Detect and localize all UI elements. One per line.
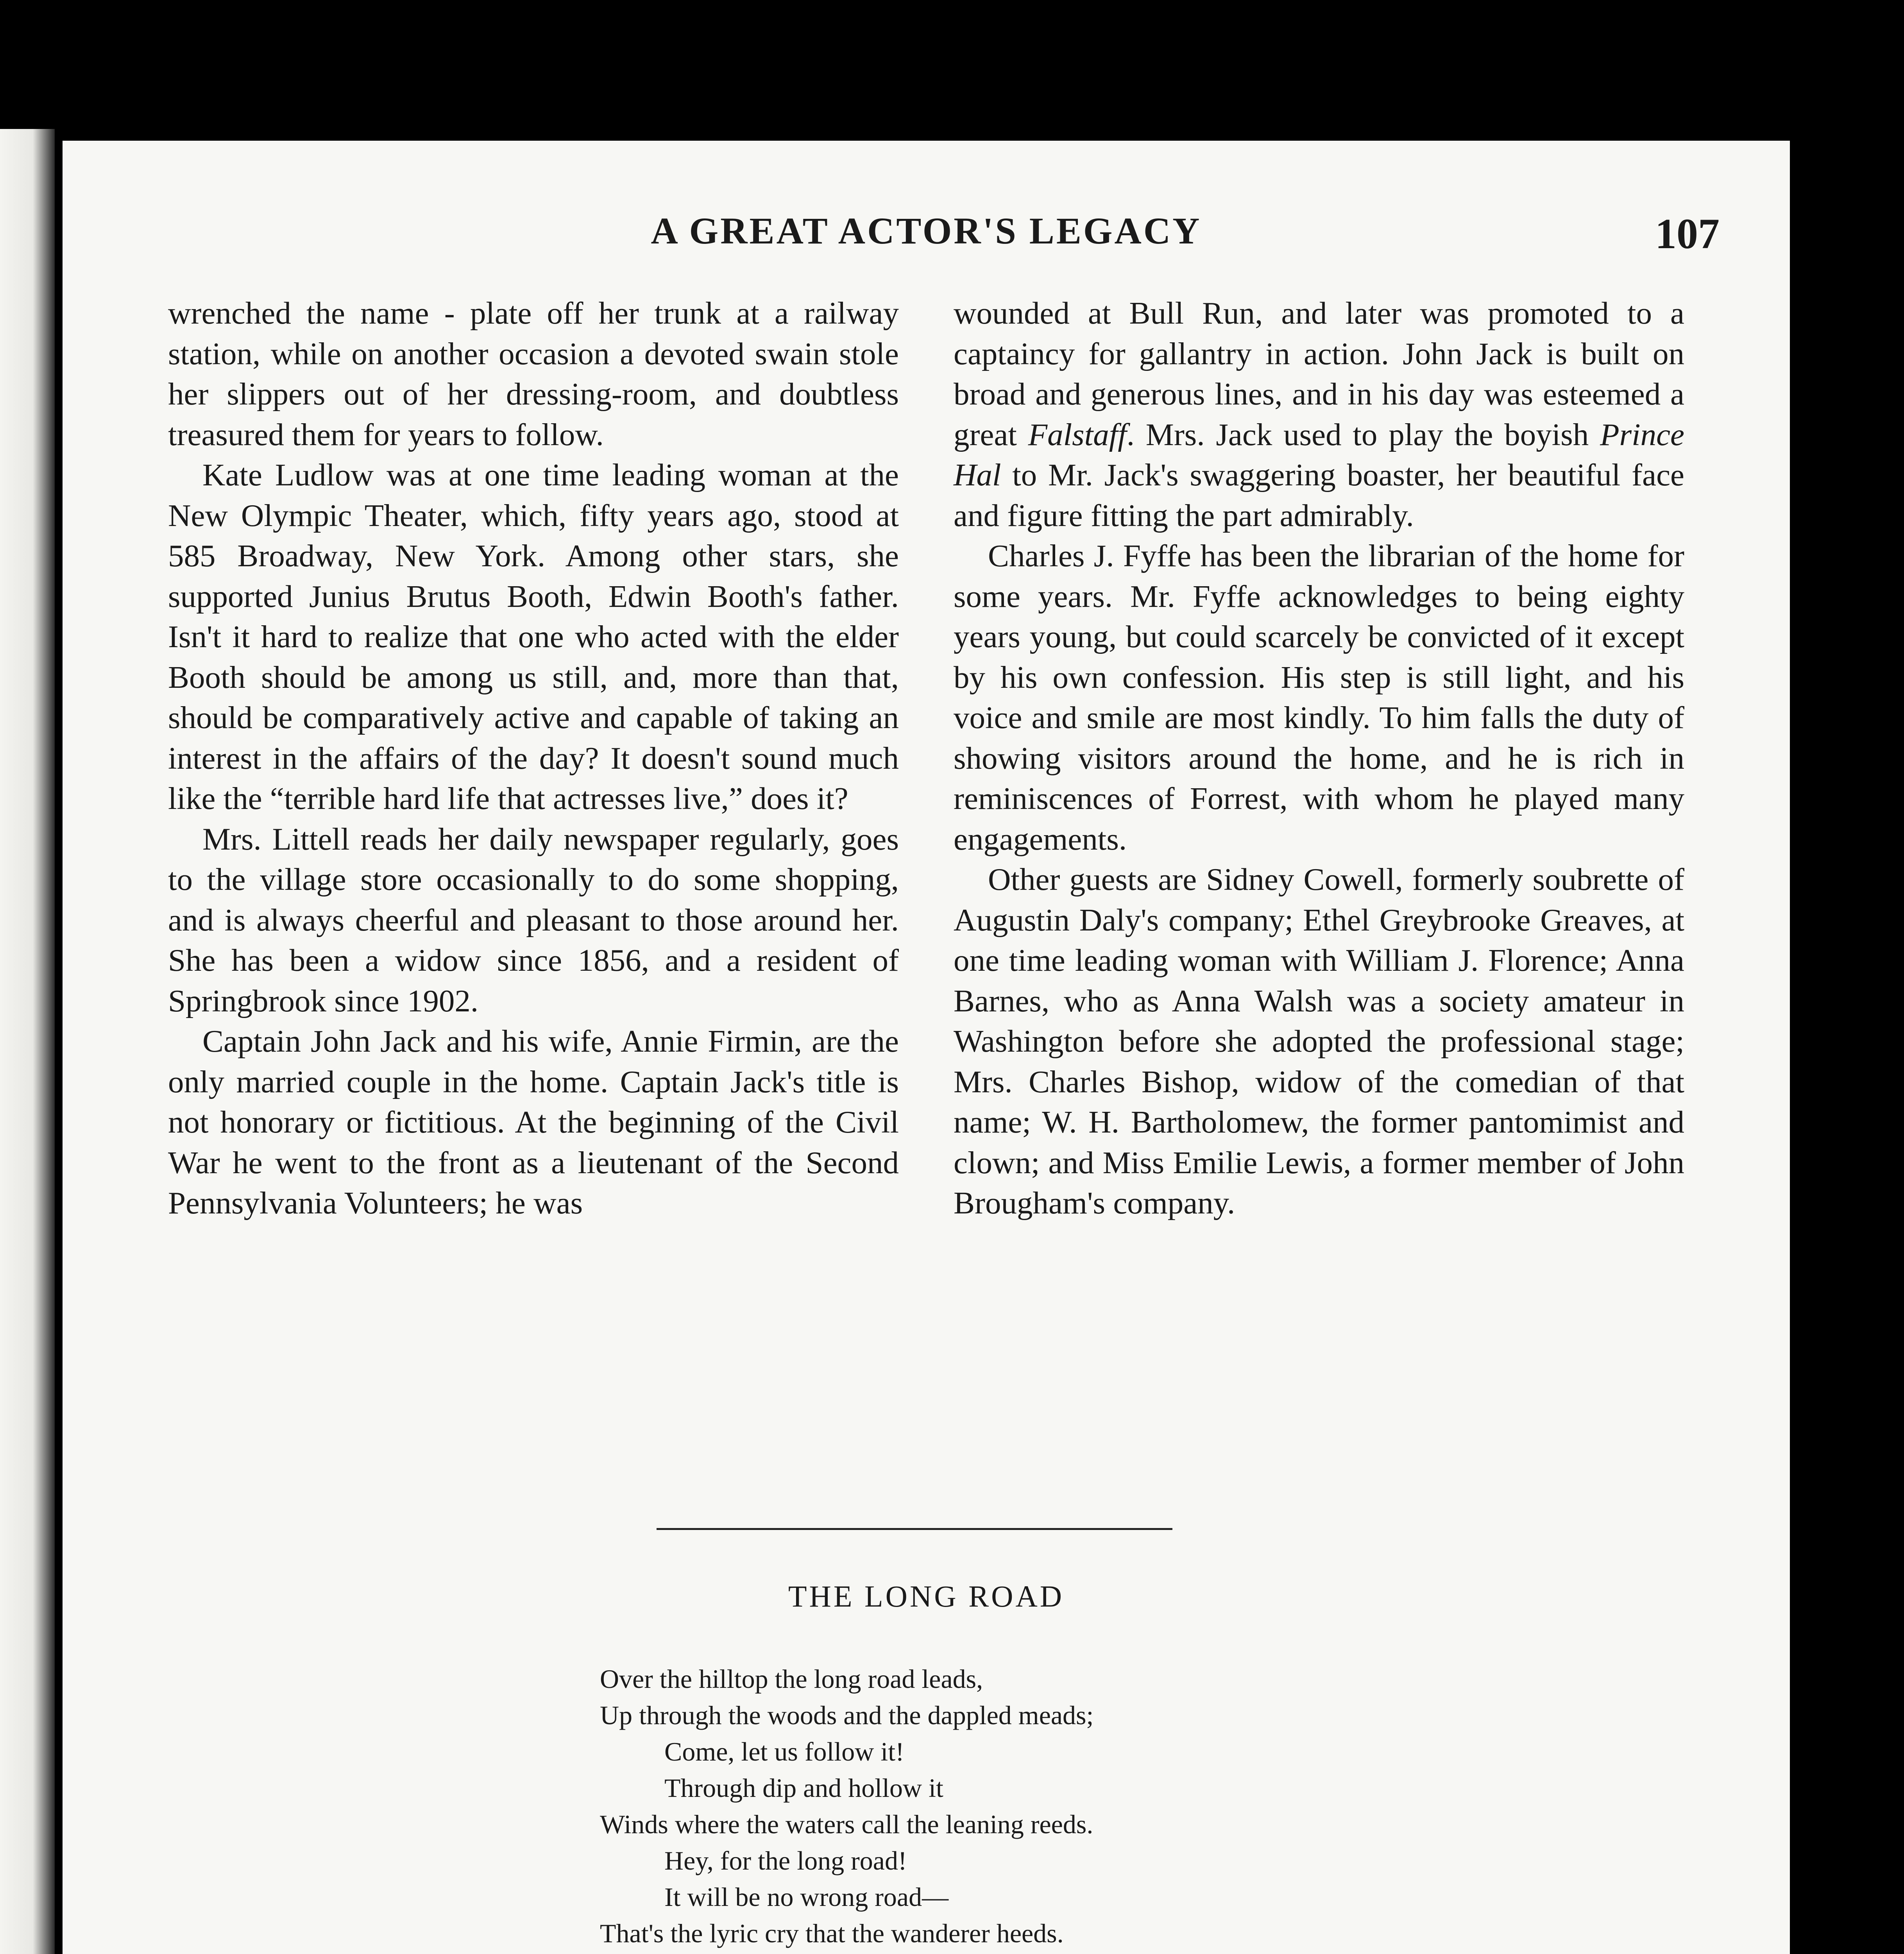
page-header xyxy=(63,209,1790,264)
paragraph-text: to Mr. Jack's swaggering boaster, her beautiful face and figure fitting the part admirably. xyxy=(954,457,1684,533)
italic-role-name: Prince Hal xyxy=(954,417,1685,492)
poem-line: Come, let us follow it! xyxy=(664,1737,904,1766)
paragraph: Mrs. Littell reads her daily newspaper regularly, goes to the village store occasionally to do some shopping, and is always cheerful and pleasant to those around her. She has been a widow since 1856, and a resident of Springbrook since 1902. xyxy=(168,821,899,1018)
left-column xyxy=(168,293,899,1224)
poem-line: Winds where the waters call the leaning reeds. xyxy=(600,1809,1093,1839)
poem xyxy=(600,1661,1381,1954)
section-divider xyxy=(657,1528,1172,1530)
paragraph xyxy=(954,293,1684,536)
paragraph: Captain John Jack and his wife, Annie Firmin, are the only married couple in the home. Captain Jack's title is not honorary or fictitious. At the beginning of the Civil War he went to the front as a lieutenant of the Second Pennsylvania Volunteers; he was xyxy=(168,1024,899,1220)
poem-line: Up through the woods and the dappled meads; xyxy=(600,1700,1094,1730)
paragraph: wrenched the name - plate off her trunk at a railway station, while on another occasion a devoted swain stole her slippers out of her dressing-room, and doubtless treasured them for years to follow. xyxy=(168,295,899,452)
facing-page-edge xyxy=(0,129,55,1954)
paragraph-text: . Mrs. Jack used to play the boyish xyxy=(1126,417,1600,452)
paragraph: Kate Ludlow was at one time leading woman at the New Olympic Theater, which, fifty years ago, stood at 585 Broadway, New York. Among other stars, she supported Junius Brutus Booth, Edwin Booth's father. Isn't it hard to realize that one who acted with the elder Booth should be among us still, and, more than that, should be comparatively active and capable of taking an interest in the affairs of the day? It doesn't sound much like the “terrible hard life that actresses live,” does it? xyxy=(168,457,899,816)
poem-line: Through dip and hollow it xyxy=(664,1773,943,1803)
right-column xyxy=(954,293,1684,1224)
page-number: 107 xyxy=(1655,210,1720,258)
italic-role-name: Falstaff xyxy=(1028,417,1127,452)
poem-line: That's the lyric cry that the wanderer heeds. xyxy=(600,1918,1064,1948)
paragraph-text: wounded at Bull Run, and later was promoted to a captaincy for gallantry in action. John Jack is built on broad and generous lines, and in his day was esteemed a great xyxy=(954,295,1684,452)
running-title: A GREAT ACTOR'S LEGACY xyxy=(651,210,1202,252)
book-page xyxy=(63,141,1790,1954)
paragraph: Other guests are Sidney Cowell, formerly soubrette of Augustin Daly's company; Ethel Greybrooke Greaves, at one time leading woman with William J. Florence; Anna Barnes, who as Anna Walsh was a society amateur in Washington before she adopted the professional stage; Mrs. Charles Bishop, widow of the comedian of that name; W. H. Bartholomew, the former pantomimist and clown; and Miss Emilie Lewis, a former member of John Brougham's company. xyxy=(954,862,1684,1220)
poem-line: Over the hilltop the long road leads, xyxy=(600,1664,983,1694)
poem-stanza xyxy=(600,1661,1381,1952)
poem-line: It will be no wrong road— xyxy=(664,1882,949,1912)
article-body xyxy=(168,293,1684,1645)
poem-title: THE LONG ROAD xyxy=(788,1579,1065,1613)
poem-line: Hey, for the long road! xyxy=(664,1846,907,1875)
paragraph: Charles J. Fyffe has been the librarian of the home for some years. Mr. Fyffe acknowledges to being eighty years young, but could scarcely be convicted of it except by his own confession. His step is still light, and his voice and smile are most kindly. To him falls the duty of showing visitors around the home, and he is rich in reminiscences of Forrest, with whom he played many engagements. xyxy=(954,538,1684,857)
